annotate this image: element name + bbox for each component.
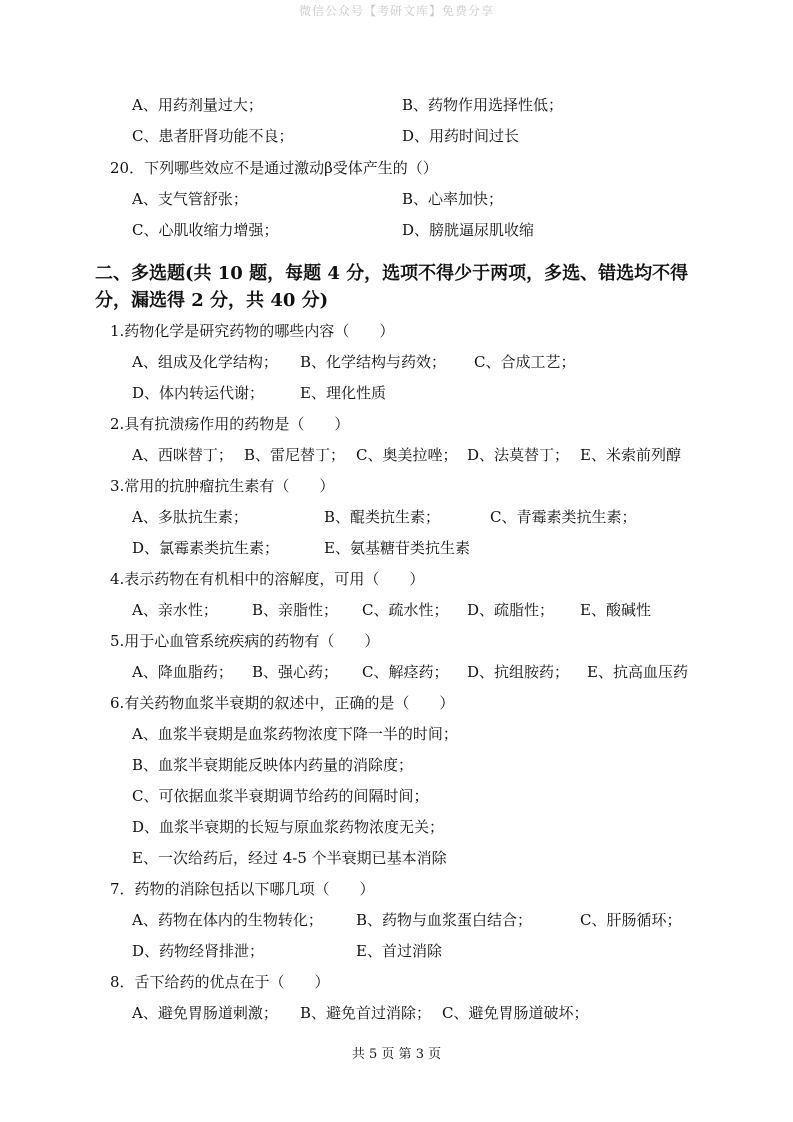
m3-option-c: C、青霉素类抗生素； (490, 508, 637, 526)
m8-option-b: B、避免首过消除； (300, 1004, 432, 1022)
m1-option-c: C、合成工艺； (474, 353, 576, 371)
m8-option-c: C、避免胃肠道破坏； (442, 1004, 589, 1022)
m7-option-d: D、药物经肾排泄； (132, 942, 265, 960)
m2-question: 2.具有抗溃疡作用的药物是（ ） (110, 415, 350, 433)
q20-option-a: A、支气管舒张； (132, 190, 248, 208)
q20-option-b: B、心率加快； (402, 190, 504, 208)
m6-option-d: D、血浆半衰期的长短与原血浆药物浓度无关； (132, 818, 445, 836)
m7-option-b: B、药物与血浆蛋白结合； (356, 911, 533, 929)
m1-option-e: E、理化性质 (300, 384, 386, 402)
m5-option-a: A、降血脂药； (132, 663, 233, 681)
m8-question: 8．舌下给药的优点在于（ ） (110, 973, 330, 991)
q20-question: 20．下列哪些效应不是通过激动β受体产生的（） (110, 159, 438, 177)
m6-option-a: A、血浆半衰期是血浆药物浓度下降一半的时间； (132, 725, 458, 743)
m4-question: 4.表示药物在有机相中的溶解度，可用（ ） (110, 570, 425, 588)
m2-option-d: D、法莫替丁； (467, 446, 570, 464)
m7-question: 7．药物的消除包括以下哪几项（ ） (110, 880, 375, 898)
m5-option-c: C、解痉药； (362, 663, 449, 681)
m7-option-a: A、药物在体内的生物转化； (132, 911, 323, 929)
q20-option-c: C、心肌收缩力增强； (132, 221, 279, 239)
m2-option-c: C、奥美拉唑； (356, 446, 458, 464)
m6-option-c: C、可依据血浆半衰期调节给药的间隔时间； (132, 787, 429, 805)
m3-option-e: E、氨基糖苷类抗生素 (324, 539, 470, 557)
m7-option-e: E、首过消除 (356, 942, 442, 960)
m4-option-b: B、亲脂性； (252, 601, 339, 619)
m4-option-d: D、疏脂性； (467, 601, 555, 619)
q19-option-b: B、药物作用选择性低； (402, 96, 564, 114)
m1-option-a: A、组成及化学结构； (132, 353, 278, 371)
section-heading-line2: 分，漏选得 2 分，共 40 分) (95, 290, 329, 311)
m3-option-d: D、氯霉素类抗生素； (132, 539, 280, 557)
m5-option-d: D、抗组胺药； (467, 663, 570, 681)
m3-option-b: B、醌类抗生素； (324, 508, 441, 526)
watermark: 微信公众号【考研文库】免费分享 (298, 4, 494, 18)
m5-option-e: E、抗高血压药 (587, 663, 688, 681)
m6-option-e: E、一次给药后，经过 4-5 个半衰期已基本消除 (132, 849, 447, 867)
m4-option-a: A、亲水性； (132, 601, 218, 619)
m8-option-a: A、避免胃肠道刺激； (132, 1004, 278, 1022)
m6-question: 6.有关药物血浆半衰期的叙述中，正确的是（ ） (110, 694, 455, 712)
m4-option-c: C、疏水性； (362, 601, 449, 619)
m2-option-b: B、雷尼替丁； (244, 446, 346, 464)
m1-option-d: D、体内转运代谢； (132, 384, 265, 402)
q20-option-d: D、膀胱逼尿肌收缩 (402, 221, 535, 239)
q19-option-d: D、用药时间过长 (402, 127, 520, 145)
m5-option-b: B、强心药； (252, 663, 339, 681)
m3-option-a: A、多肽抗生素； (132, 508, 248, 526)
m2-option-e: E、米索前列醇 (580, 446, 681, 464)
m3-question: 3.常用的抗肿瘤抗生素有（ ） (110, 477, 335, 495)
m5-question: 5.用于心血管系统疾病的药物有（ ） (110, 632, 380, 650)
m2-option-a: A、西咪替丁； (132, 446, 233, 464)
m4-option-e: E、酸碱性 (580, 601, 651, 619)
m7-option-c: C、肝肠循环； (580, 911, 682, 929)
page-footer: 共 5 页 第 3 页 (351, 1047, 442, 1062)
m1-question: 1.药物化学是研究药物的哪些内容（ ） (110, 322, 395, 340)
m6-option-b: B、血浆半衰期能反映体内药量的消除度； (132, 756, 414, 774)
section-heading-line1: 二、多选题(共 10 题，每题 4 分，选项不得少于两项，多选、错选均不得 (95, 263, 689, 284)
m1-option-b: B、化学结构与药效； (300, 353, 447, 371)
q19-option-a: A、用药剂量过大； (132, 96, 263, 114)
q19-option-c: C、患者肝肾功能不良； (132, 127, 294, 145)
